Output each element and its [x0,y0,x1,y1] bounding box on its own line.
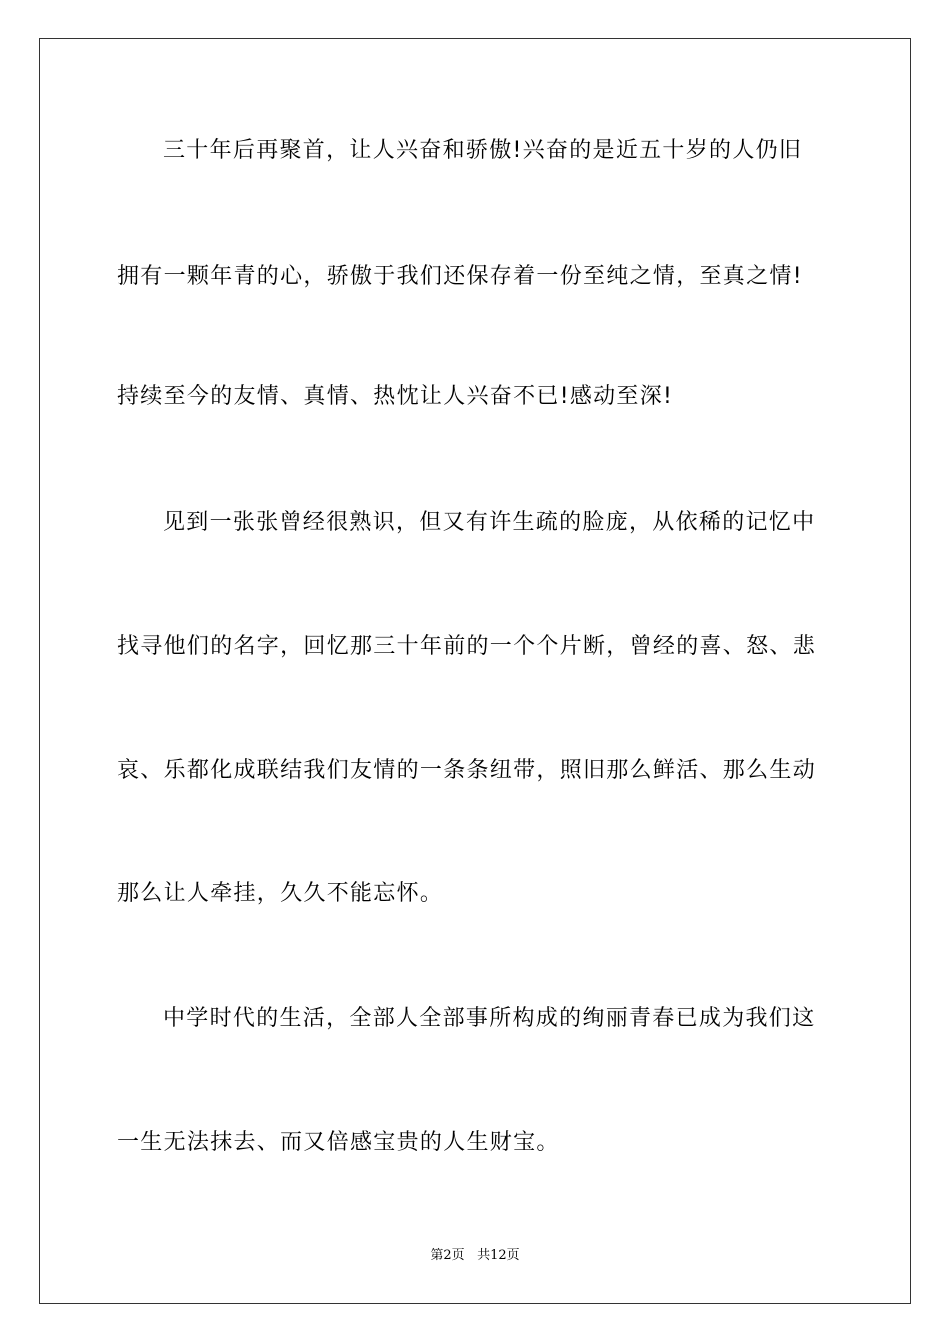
paragraph-2-line-3: 哀、乐都化成联结我们友情的一条条纽带，照旧那么鲜活、那么生动 [117,758,817,783]
paragraph-2-line-1: 见到一张张曾经很熟识，但又有许生疏的脸庞，从依稀的记忆中 [163,510,816,535]
paragraph-2-line-4: 那么让人牵挂，久久不能忘怀。 [117,881,444,906]
paragraph-3-line-1: 中学时代的生活，全部人全部事所构成的绚丽青春已成为我们这 [163,1006,816,1031]
paragraph-1-line-2: 拥有一颗年青的心，骄傲于我们还保存着一份至纯之情，至真之情! [117,264,803,289]
paragraph-1-line-3: 持续至今的友情、真情、热忱让人兴奋不已!感动至深! [117,384,674,409]
paragraph-2-line-2: 找寻他们的名字，回忆那三十年前的一个个片断，曾经的喜、怒、悲 [117,634,817,659]
paragraph-1-line-1: 三十年后再聚首，让人兴奋和骄傲!兴奋的是近五十岁的人仍旧 [163,138,803,163]
paragraph-3-line-2: 一生无法抹去、而又倍感宝贵的人生财宝。 [117,1130,560,1155]
page-footer [0,1246,950,1266]
page-total: 共12页 [477,1248,520,1263]
page-number: 第2页 [430,1248,465,1263]
page-border [39,38,911,1304]
